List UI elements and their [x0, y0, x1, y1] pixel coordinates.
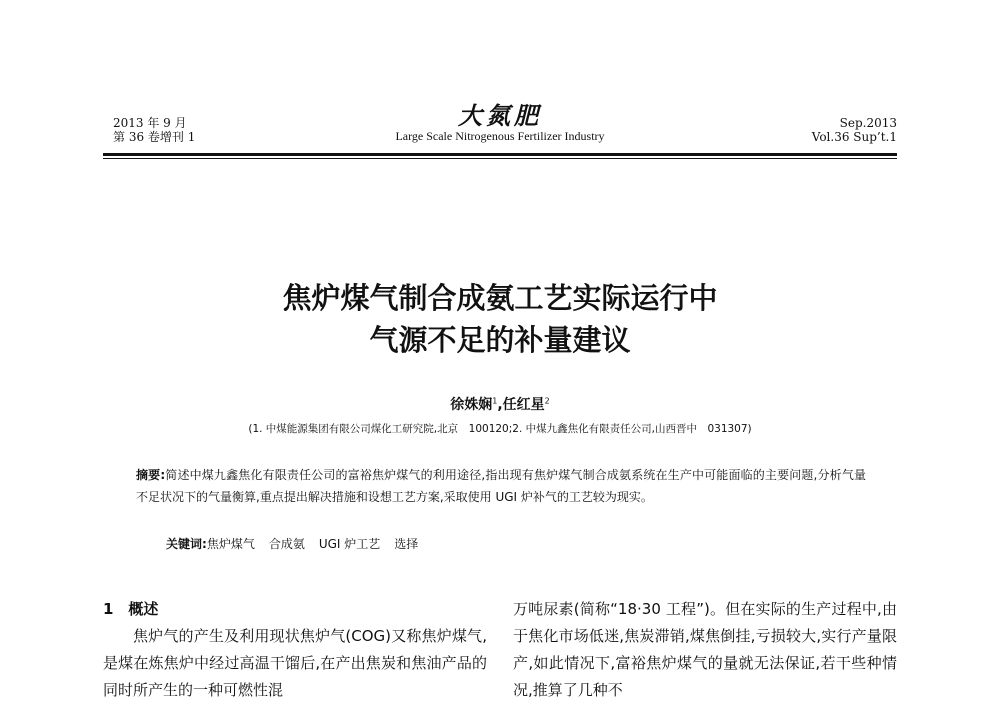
header-rule-thin [103, 158, 897, 159]
header-date-en: Sep.2013 [839, 116, 897, 130]
header-rule-thick [103, 153, 897, 156]
author-separator: , [497, 397, 503, 413]
affiliation: (1. 中煤能源集团有限公司煤化工研究院,北京 100120;2. 中煤九鑫焦化有限责任公司,山西晋中 031307) [248, 423, 752, 435]
article-title [0, 277, 1000, 361]
keywords-label: 关键词: [166, 537, 207, 551]
title-line-2: 气源不足的补量建议 [369, 323, 631, 357]
header-date-cn: 2013 年 9 月 [113, 116, 187, 130]
title-line-1: 焦炉煤气制合成氨工艺实际运行中 [282, 281, 718, 315]
paragraph-right: 万吨尿素(简称“18·30 工程”)。但在实际的生产过程中,由于焦化市场低迷,焦炭滞销,煤焦倒挂,亏损较大,实行产量限产,如此情况下,富裕焦炉煤气的量就无法保证,若干些种情况,推算了几种不 [513, 600, 897, 699]
author-2: 任红星 [502, 397, 545, 413]
keyword: 焦炉煤气 [206, 537, 255, 551]
body-column-right [513, 596, 897, 704]
author-1-affil-mark: 1 [492, 396, 498, 406]
header-volume-cn: 第 36 卷增刊 1 [113, 130, 196, 144]
keyword: UGI 炉工艺 [318, 537, 381, 551]
body-column-left [103, 596, 487, 704]
abstract [136, 464, 866, 508]
keyword: 合成氨 [268, 537, 305, 551]
authors [0, 394, 1000, 414]
journal-logo: 大氮肥 [458, 101, 542, 130]
author-2-affil-mark: 2 [544, 396, 550, 406]
section-1-title: 1 概述 [103, 600, 159, 618]
keywords [166, 535, 432, 552]
keyword: 选择 [394, 537, 419, 551]
author-1: 徐姝娴 [450, 397, 493, 413]
paragraph-left: 焦炉气的产生及利用现状焦炉气(COG)又称焦炉煤气,是煤在炼焦炉中经过高温干馏后,在产出焦炭和焦油产品的同时所产生的一种可燃性混 [103, 627, 487, 699]
abstract-label: 摘要: [136, 468, 166, 482]
header-volume-en: Vol.36 Sup’t.1 [811, 130, 897, 144]
header-right [812, 116, 897, 144]
journal-title-en: Large Scale Nitrogenous Fertilizer Industry [395, 129, 605, 143]
abstract-text: 简述中煤九鑫焦化有限责任公司的富裕焦炉煤气的利用途径,指出现有焦炉煤气制合成氨系统在生产中可能面临的主要问题,分析气量不足状况下的气量衡算,重点提出解决措施和设想工艺方案,采取使用 UGI 炉补气的工艺较为现实。 [136, 468, 866, 504]
